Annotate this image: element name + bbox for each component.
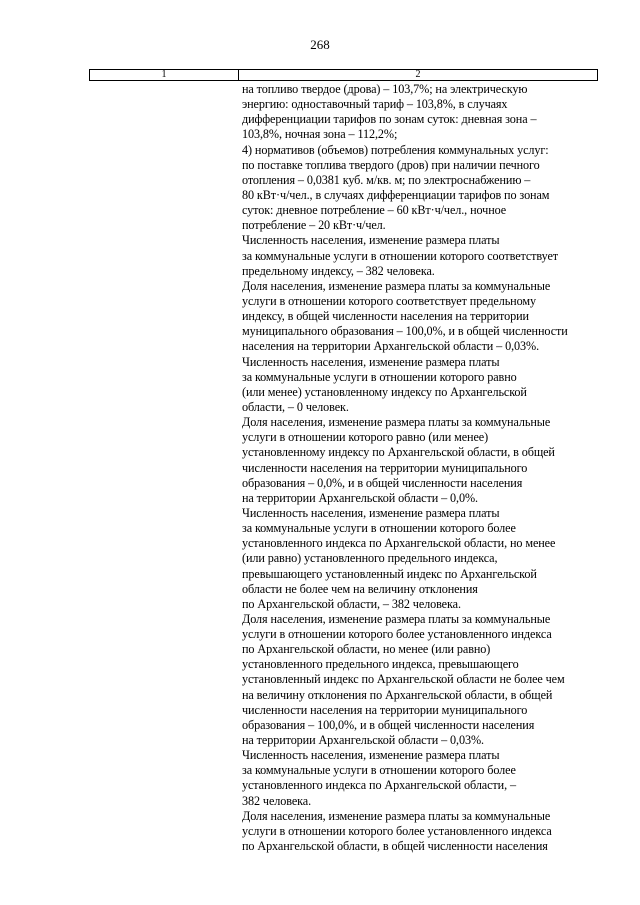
- text-line: Доля населения, изменение размера платы за коммунальные: [242, 808, 551, 823]
- text-line: численности населения на территории муниципального: [242, 702, 528, 717]
- text-line: на территории Архангельской области – 0,0%.: [242, 490, 478, 505]
- text-line: за коммунальные услуги в отношении которого более: [242, 763, 516, 778]
- text-line: услуги в отношении которого равно (или менее): [242, 430, 489, 445]
- text-line: населения на территории Архангельской области – 0,03%.: [242, 339, 540, 354]
- text-line: энергию: одноставочный тариф – 103,8%, в случаях: [242, 97, 508, 112]
- text-line: установленному индексу по Архангельской области, в общей: [242, 445, 555, 460]
- text-line: за коммунальные услуги в отношении которого более: [242, 521, 516, 536]
- text-line: превышающего установленный индекс по Архангельской: [242, 566, 537, 581]
- text-line: 80 кВт·ч/чел., в случаях дифференциации тарифов по зонам: [242, 187, 550, 202]
- text-line: численности населения на территории муниципального: [242, 460, 528, 475]
- text-line: услуги в отношении которого соответствует предельному: [242, 293, 536, 308]
- text-line: 382 человека.: [242, 793, 312, 808]
- text-line: установленного предельного индекса, превышающего: [242, 657, 519, 672]
- text-line: муниципального образования – 100,0%, и в общей численности: [242, 324, 568, 339]
- column-header-1: 1: [90, 70, 239, 81]
- text-line: Численность населения, изменение размера платы: [242, 354, 500, 369]
- text-line: установленного индекса по Архангельской области, –: [242, 778, 516, 793]
- text-line: установленный индекс по Архангельской области не более чем: [242, 672, 565, 687]
- text-line: услуги в отношении которого более установленного индекса: [242, 627, 552, 642]
- page-number: 268: [310, 37, 330, 52]
- text-line: на территории Архангельской области – 0,03%.: [242, 733, 484, 748]
- text-line: 103,8%, ночная зона – 112,2%;: [242, 127, 398, 142]
- text-line: по поставке топлива твердого (дров) при наличии печного: [242, 157, 540, 172]
- text-line: (или менее) установленному индексу по Архангельской: [242, 384, 527, 399]
- text-line: предельному индексу, – 382 человека.: [242, 263, 435, 278]
- text-line: дифференциации тарифов по зонам суток: дневная зона –: [242, 112, 537, 127]
- text-line: суток: дневное потребление – 60 кВт·ч/чел., ночное: [242, 203, 507, 218]
- text-line: (или равно) установленного предельного индекса,: [242, 551, 498, 566]
- text-line: за коммунальные услуги в отношении которого равно: [242, 369, 517, 384]
- column-header-2: 2: [239, 70, 598, 81]
- text-line: по Архангельской области, в общей численности населения: [242, 839, 548, 854]
- text-line: образования – 0,0%, и в общей численности населения: [242, 475, 523, 490]
- text-line: Численность населения, изменение размера платы: [242, 748, 500, 763]
- text-line: образования – 100,0%, и в общей численности населения: [242, 717, 535, 732]
- text-line: индексу, в общей численности населения на территории: [242, 309, 529, 324]
- table-header: [89, 69, 598, 81]
- text-line: на топливо твердое (дрова) – 103,7%; на электрическую: [242, 82, 528, 96]
- text-line: Численность населения, изменение размера платы: [242, 233, 500, 248]
- text-line: по Архангельской области, но менее (или равно): [242, 642, 491, 657]
- text-line: по Архангельской области, – 382 человека.: [242, 596, 461, 611]
- text-line: отопления – 0,0381 куб. м/кв. м; по электроснабжению –: [242, 172, 531, 187]
- text-line: за коммунальные услуги в отношении которого соответствует: [242, 248, 559, 263]
- text-line: Доля населения, изменение размера платы за коммунальные: [242, 278, 551, 293]
- text-line: области не более чем на величину отклонения: [242, 581, 478, 596]
- text-line: установленного индекса по Архангельской области, но менее: [242, 536, 556, 551]
- text-line: 4) нормативов (объемов) потребления коммунальных услуг:: [242, 142, 549, 157]
- text-line: области, – 0 человек.: [242, 399, 349, 414]
- text-line: на величину отклонения по Архангельской области, в общей: [242, 687, 553, 702]
- text-line: Доля населения, изменение размера платы за коммунальные: [242, 611, 551, 626]
- text-line: услуги в отношении которого более установленного индекса: [242, 823, 552, 838]
- document-body-text: [242, 82, 604, 854]
- text-line: Численность населения, изменение размера платы: [242, 505, 500, 520]
- text-line: Доля населения, изменение размера платы за коммунальные: [242, 415, 551, 430]
- text-line: потребление – 20 кВт·ч/чел.: [242, 218, 386, 233]
